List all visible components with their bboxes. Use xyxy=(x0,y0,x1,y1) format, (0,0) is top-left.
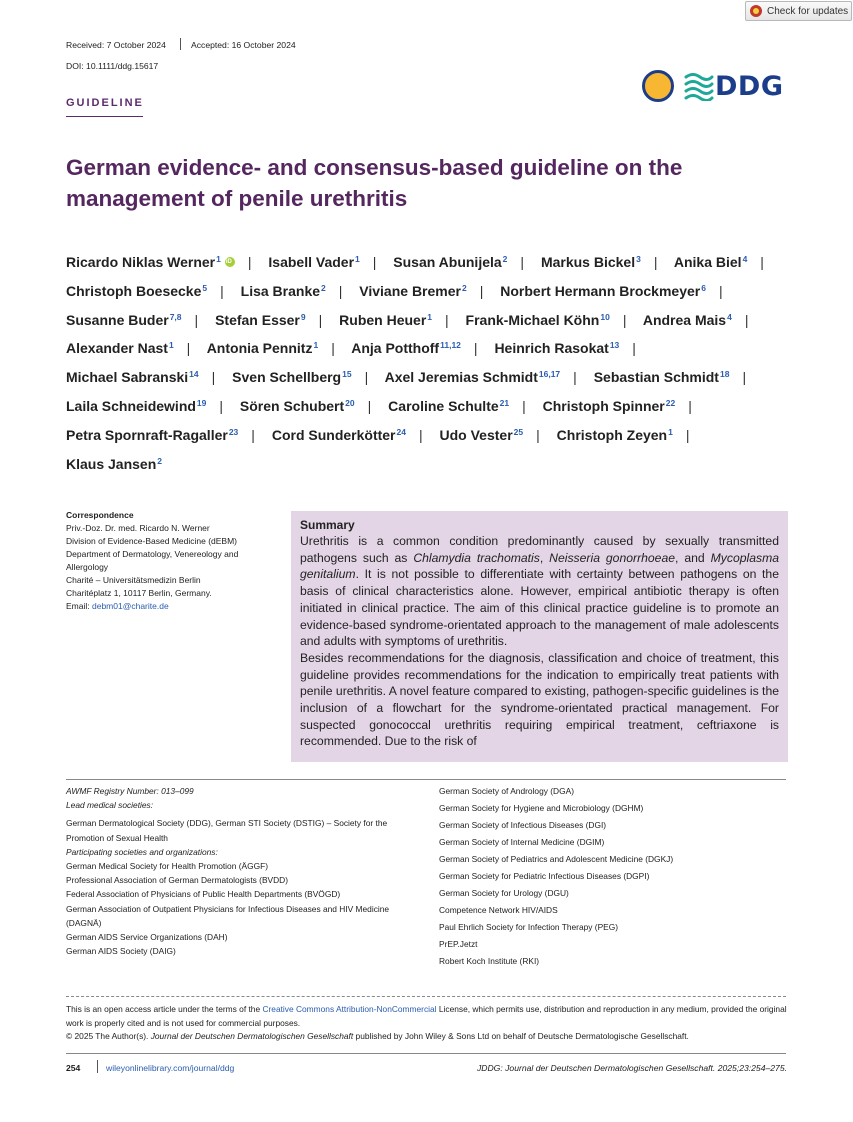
affiliation-number[interactable]: 1 xyxy=(668,426,673,437)
accepted-date: Accepted: 16 October 2024 xyxy=(191,40,296,50)
affiliation-number[interactable]: 4 xyxy=(727,311,732,322)
summary-paragraph-1: Urethritis is a common condition predominantly caused by sexually transmitted pathogens such as Chlamydia trachomatis, Neisseria gonorrhoeae, and Mycoplasma genitalium. It is not possible to differentiate with certainty between pathogens on the basis of clinical characteristics alone. However, empirical antibiotic therapy is often initiated in clinical practice. The aim of this clinical practice guideline is to promote an evidence-based syndrome-orientated approach to the management of male adolescents and adults with symptoms of urethritis. xyxy=(300,534,780,649)
author-separator: | xyxy=(536,426,540,443)
author-name: Sven Schellberg xyxy=(232,369,342,386)
footer-separator xyxy=(97,1060,98,1073)
author-name: Sören Schubert xyxy=(239,397,345,414)
society-item: Paul Ehrlich Society for Infection Therapy (PEG) xyxy=(439,922,619,932)
author-name: Stefan Esser xyxy=(215,311,300,328)
society-item: German Society of Andrology (DGA) xyxy=(439,786,574,796)
society-item: German Society for Urology (DGU) xyxy=(439,888,569,898)
check-for-updates-button[interactable] xyxy=(745,1,852,21)
affiliation-number[interactable]: 5 xyxy=(202,282,208,293)
affiliation-number[interactable]: 1 xyxy=(355,254,360,264)
author-separator: | xyxy=(194,311,199,328)
author-name: Frank-Michael Köhn xyxy=(465,311,600,328)
author-separator: | xyxy=(338,282,343,299)
author[interactable] xyxy=(674,254,777,270)
copyright-text: © 2025 The Author(s). Journal der Deutschen Dermatologischen Gesellschaft published by John Wiley & Sons Ltd on behalf of Deutsche Dermatologische Gesellschaft. xyxy=(66,1031,689,1041)
author[interactable] xyxy=(466,312,640,328)
divider xyxy=(66,779,786,780)
participating-heading: Participating societies and organizations: xyxy=(66,846,218,857)
author[interactable] xyxy=(240,398,384,414)
society-item: German Association of Outpatient Physicians for Infectious Diseases and HIV Medicine (DAGNÄ) xyxy=(66,903,390,928)
affiliation-number[interactable]: 22 xyxy=(665,397,676,408)
author-separator: | xyxy=(251,426,255,443)
author-separator: | xyxy=(372,254,377,270)
affiliation-number[interactable]: 9 xyxy=(300,311,306,322)
cc-license-link[interactable]: Creative Commons Attribution-NonCommercial xyxy=(262,1004,437,1014)
author-separator: | xyxy=(685,426,690,443)
affiliation-number[interactable]: 2 xyxy=(461,282,467,293)
check-for-updates-label: Check for updates xyxy=(767,5,849,17)
correspondence-line: Charitéplatz 1, 10117 Berlin, Germany. xyxy=(66,588,212,598)
author[interactable] xyxy=(66,312,211,328)
orcid-icon[interactable] xyxy=(225,257,235,267)
author[interactable] xyxy=(207,340,348,356)
author[interactable] xyxy=(351,340,490,356)
author[interactable] xyxy=(385,369,590,385)
author-separator: | xyxy=(520,254,525,270)
author-name: Cord Sunderkötter xyxy=(271,426,396,443)
author-separator: | xyxy=(688,397,692,414)
author-separator: | xyxy=(220,282,224,299)
author-separator: | xyxy=(186,340,191,357)
author[interactable] xyxy=(268,254,389,270)
author-name: Norbert Hermann Brockmeyer xyxy=(500,282,701,299)
affiliation-number[interactable]: 19 xyxy=(196,397,207,408)
affiliation-number[interactable]: 2 xyxy=(502,254,508,264)
author-name: Petra Spornraft-Ragaller xyxy=(66,426,228,443)
author-name: Andrea Mais xyxy=(642,311,727,328)
society-item: German Society for Pediatric Infectious Diseases (DGPI) xyxy=(439,871,650,881)
society-item: German Society of Pediatrics and Adolescent Medicine (DGKJ) xyxy=(439,854,674,864)
author[interactable] xyxy=(643,312,762,328)
author-separator: | xyxy=(632,340,636,357)
affiliation-number[interactable]: 1 xyxy=(313,340,319,351)
author-name: Alexander Nast xyxy=(66,340,168,357)
author-name: Michael Sabranski xyxy=(66,369,189,386)
author-separator: | xyxy=(522,397,526,414)
summary-paragraph-2: Besides recommendations for the diagnosis, classification and choice of treatment, this guideline provides recommendations for the indication to empirically treat patients with penile urethritis. A novel feature compared to existing, pathogen-specific guidelines is the inclusion of a flowchart for the syndrome-orientated practical management. For suspected gonococcal urethritis requiring empirical treatment, ceftriaxone is recommended. Due to the risk of xyxy=(300,650,779,749)
correspondence-email-line xyxy=(66,600,278,613)
author-separator: | xyxy=(653,254,658,270)
author[interactable] xyxy=(440,427,553,443)
section-label: GUIDELINE xyxy=(66,97,144,109)
crossmark-icon xyxy=(750,5,762,17)
author[interactable] xyxy=(557,427,703,443)
author-separator: | xyxy=(219,397,224,414)
lead-societies: German Dermatological Society (DDG), German STI Society (DSTIG) – Society for the Promotion of Sexual Health xyxy=(66,818,388,843)
dashed-divider xyxy=(66,996,786,997)
society-item: German AIDS Service Organizations (DAH) xyxy=(66,932,228,943)
author[interactable] xyxy=(500,283,735,299)
author-name: Caroline Schulte xyxy=(388,397,499,414)
author[interactable] xyxy=(541,254,671,270)
author[interactable] xyxy=(66,427,268,443)
author[interactable] xyxy=(594,369,759,385)
affiliation-number[interactable]: 13 xyxy=(609,340,620,351)
received-date: Received: 7 October 2024 xyxy=(66,40,166,50)
author-name: Isabell Vader xyxy=(268,254,355,270)
author-name: Anika Biel xyxy=(673,254,742,270)
author-separator: | xyxy=(573,369,577,386)
society-item: Competence Network HIV/AIDS xyxy=(439,905,558,915)
author-separator: | xyxy=(211,369,216,386)
author-separator: | xyxy=(364,369,369,386)
lead-societies-heading: Lead medical societies: xyxy=(66,800,154,811)
license-text: This is an open access article under the terms of the Creative Commons Attribution-NonCommercial License, which permits use, distribution and reproduction in any medium, provided the original work is properly cited and is not used for commercial purposes. xyxy=(66,1004,787,1028)
affiliation-number[interactable]: 14 xyxy=(189,369,199,380)
society-item: German AIDS Society (DAIG) xyxy=(66,946,176,957)
author-name: Ruben Heuer xyxy=(339,311,427,328)
affiliation-number[interactable]: 18 xyxy=(719,369,730,380)
author-name: Ricardo Niklas Werner xyxy=(66,254,216,270)
logo-waves-icon xyxy=(684,71,714,101)
author-separator: | xyxy=(718,282,723,299)
author-separator: | xyxy=(331,340,335,357)
society-item: Robert Koch Institute (RKI) xyxy=(439,956,540,966)
logo-text: DDG xyxy=(715,70,784,102)
society-item: Professional Association of German Dermatologists (BVDD) xyxy=(66,875,289,886)
author[interactable] xyxy=(66,254,265,270)
author[interactable] xyxy=(339,312,462,328)
email-label: Email: xyxy=(66,601,90,611)
author-list xyxy=(66,247,796,477)
author-name: Markus Bickel xyxy=(540,254,636,270)
author-name: Klaus Jansen xyxy=(66,455,157,472)
affiliation-number[interactable]: 1 xyxy=(216,254,221,264)
affiliation-number[interactable]: 4 xyxy=(742,254,748,264)
email-link[interactable]: debm01@charite.de xyxy=(92,601,169,611)
author-separator: | xyxy=(744,311,749,328)
correspondence-line: Charité – Universitätsmedizin Berlin xyxy=(66,575,201,585)
affiliation-number[interactable]: 23 xyxy=(228,426,239,437)
section-label-underline xyxy=(66,116,143,117)
affiliation-number[interactable]: 3 xyxy=(636,254,641,264)
society-item: German Society of Internal Medicine (DGIM) xyxy=(439,837,605,847)
society-item: German Society of Infectious Diseases (DGI) xyxy=(439,820,607,830)
author-separator: | xyxy=(622,311,627,328)
author-name: Udo Vester xyxy=(439,426,513,443)
author[interactable] xyxy=(66,398,236,414)
author-name: Anja Potthoff xyxy=(351,340,440,357)
affiliation-number[interactable]: 2 xyxy=(321,282,326,293)
author-separator: | xyxy=(760,254,764,270)
summary-box xyxy=(291,511,788,762)
author-name: Antonia Pennitz xyxy=(206,340,313,357)
correspondence-line: Division of Evidence-Based Medicine (dEBM) xyxy=(66,536,238,546)
author-name: Susanne Buder xyxy=(66,311,169,328)
author-name: Susan Abunijela xyxy=(393,254,502,270)
journal-citation: JDDG: Journal der Deutschen Dermatologischen Gesellschaft. 2025;23:254–275. xyxy=(476,1063,787,1073)
author-name: Christoph Boesecke xyxy=(66,282,202,299)
correspondence-line: Priv.-Doz. Dr. med. Ricardo N. Werner xyxy=(66,523,210,533)
society-item: German Medical Society for Health Promotion (ÄGGF) xyxy=(66,861,268,872)
footer-divider xyxy=(66,1053,786,1054)
affiliation-number[interactable]: 2 xyxy=(157,455,162,466)
author[interactable] xyxy=(241,283,356,299)
affiliation-number[interactable]: 21 xyxy=(499,397,510,408)
affiliation-number[interactable]: 24 xyxy=(396,426,406,437)
author-name: Christoph Spinner xyxy=(542,397,665,414)
author[interactable] xyxy=(393,254,537,270)
author-name: Sebastian Schmidt xyxy=(593,369,719,386)
affiliation-number[interactable]: 11,12 xyxy=(440,340,461,351)
author[interactable] xyxy=(543,398,705,414)
author[interactable] xyxy=(66,456,162,472)
author-name: Viviane Bremer xyxy=(359,282,461,299)
affiliation-number[interactable]: 15 xyxy=(342,369,352,380)
registry-number: AWMF Registry Number: 013–099 xyxy=(66,786,194,796)
affiliation-number[interactable]: 1 xyxy=(168,340,174,351)
author-separator: | xyxy=(742,369,747,386)
correspondence-line: Department of Dermatology, Venereology and Allergology xyxy=(66,549,239,572)
author[interactable] xyxy=(215,312,335,328)
logo-sun-icon xyxy=(642,70,674,102)
summary-heading: Summary xyxy=(300,518,355,532)
affiliation-number[interactable]: 10 xyxy=(600,311,610,322)
author-name: Axel Jeremias Schmidt xyxy=(384,369,538,386)
affiliation-number[interactable]: 25 xyxy=(513,426,524,437)
author-name: Laila Schneidewind xyxy=(66,397,196,414)
meta-divider xyxy=(180,38,181,50)
author-name: Christoph Zeyen xyxy=(556,426,668,443)
affiliation-number[interactable]: 20 xyxy=(345,397,355,408)
author[interactable] xyxy=(232,369,381,385)
affiliation-number[interactable]: 6 xyxy=(701,282,706,293)
society-item: German Society for Hygiene and Microbiology (DGHM) xyxy=(439,803,644,813)
author[interactable] xyxy=(66,340,203,356)
ddg-logo xyxy=(642,70,784,102)
author-separator: | xyxy=(318,311,323,328)
author-separator: | xyxy=(473,340,478,357)
author-separator: | xyxy=(367,397,372,414)
affiliation-number[interactable]: 7,8 xyxy=(169,311,182,322)
author-separator: | xyxy=(247,254,252,270)
author-name: Heinrich Rasokat xyxy=(494,340,609,357)
author[interactable] xyxy=(66,369,228,385)
affiliation-number[interactable]: 1 xyxy=(427,311,433,322)
societies-left-column xyxy=(66,784,418,958)
author[interactable] xyxy=(359,283,496,299)
author-separator: | xyxy=(418,426,423,443)
society-item: Federal Association of Physicians of Public Health Departments (BVÖGD) xyxy=(66,889,341,900)
author-separator: | xyxy=(445,311,449,328)
doi: DOI: 10.1111/ddg.15617 xyxy=(66,61,159,71)
author[interactable] xyxy=(388,398,539,414)
author-separator: | xyxy=(479,282,484,299)
license-notice xyxy=(66,1003,788,1044)
article-title: German evidence- and consensus-based guideline on the management of penile urethritis xyxy=(66,155,683,211)
author[interactable] xyxy=(66,283,237,299)
author[interactable] xyxy=(272,427,436,443)
correspondence-block xyxy=(66,509,278,613)
society-item: PrEP.Jetzt xyxy=(439,939,478,949)
page-number: 254 xyxy=(66,1063,81,1073)
affiliation-number[interactable]: 16,17 xyxy=(538,369,561,380)
author-name: Lisa Branke xyxy=(240,282,321,299)
societies-right-column xyxy=(439,783,779,970)
journal-url-link[interactable]: wileyonlinelibrary.com/journal/ddg xyxy=(106,1063,235,1073)
author[interactable] xyxy=(494,340,648,356)
correspondence-heading: Correspondence xyxy=(66,510,134,520)
